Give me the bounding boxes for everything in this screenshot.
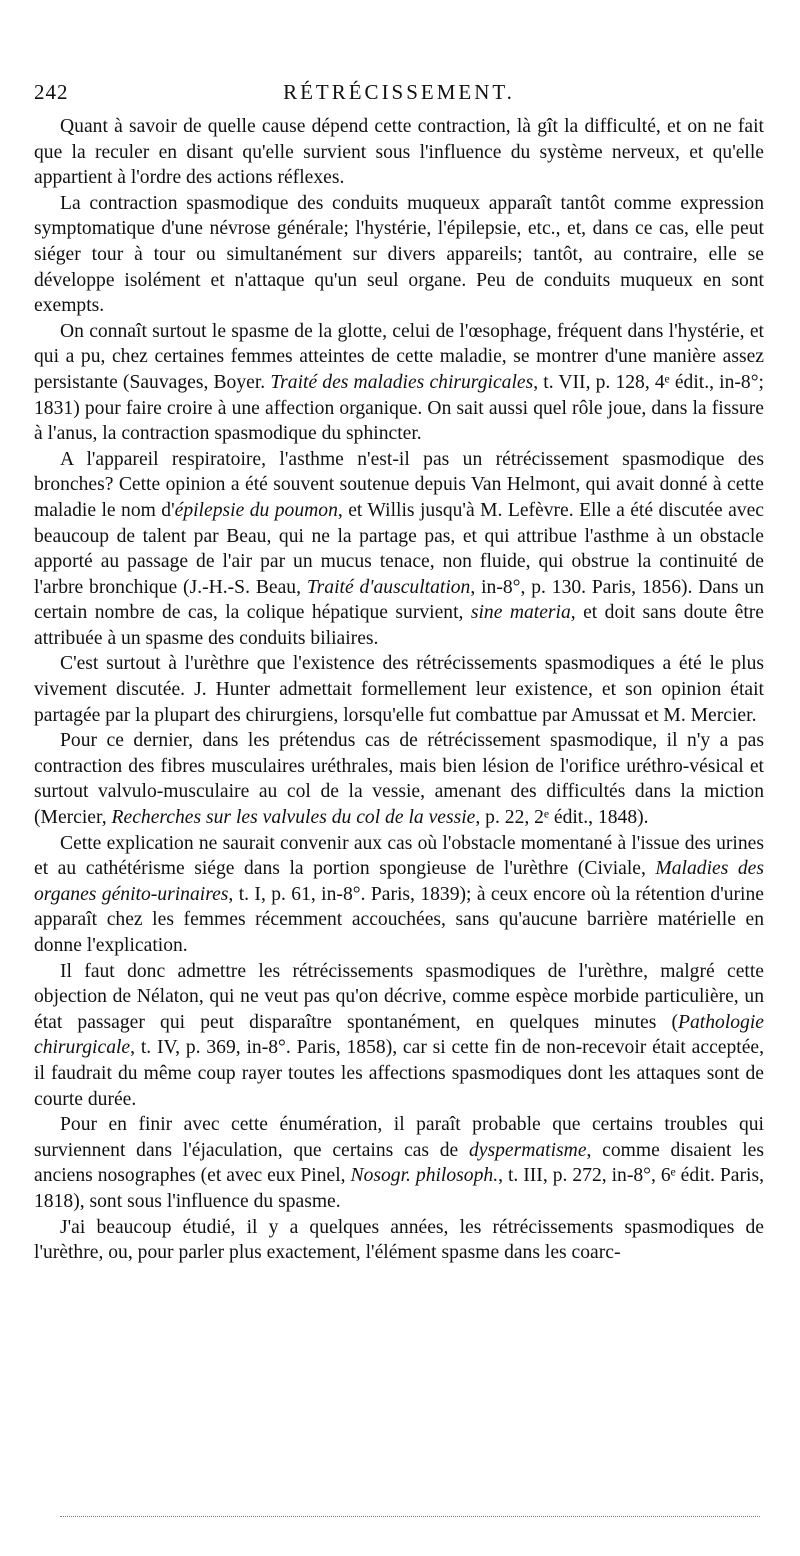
paragraph <box>34 319 764 447</box>
paragraph <box>34 191 764 319</box>
text-run: A l'appareil respiratoire, l'asthme n'est-il pas un rétrécissement spasmodique des bronches? Cette opinion a été souvent soutenue depuis Van Helmont, qui avait donné à cette maladie le nom d' <box>34 448 764 521</box>
paragraph <box>34 114 764 191</box>
italic-run: Traité des maladies chirurgicales <box>270 371 534 393</box>
italic-run: Traité d'auscultation <box>306 576 471 598</box>
paragraph <box>34 651 764 728</box>
page-number: 242 <box>34 80 69 104</box>
italic-run: épilepsie du poumon <box>174 499 338 521</box>
text-run: Cette explication ne saurait convenir aux cas où l'obstacle momentané à l'issue des urines et au cathétérisme siége dans la portion spongieuse de l'urèthre (Civiale, <box>34 832 764 880</box>
italic-run: Maladies des organes génito-urinaires <box>34 858 764 905</box>
text-run: , in-8°, p. 130. Paris, 1856). Dans un certain nombre de cas, la colique hépatique survient, <box>34 576 764 624</box>
text-run: Il faut donc admettre les rétrécissements spasmodiques de l'urèthre, malgré cette objection de Nélaton, qui ne veut pas qu'on décrive, comme espèce morbide particulière, un état passager qui peut disparaître spontanément, en quelques minutes ( <box>34 960 764 1033</box>
text-run: , t. IV, p. 369, in-8°. Paris, 1858), car si cette fin de non-recevoir était acceptée, il faudrait du même coup rayer toutes les affections spasmodiques dont les attaques sont de courte durée. <box>34 1037 764 1110</box>
running-title: RÉTRÉCISSEMENT. <box>283 80 515 104</box>
paragraph <box>34 728 764 830</box>
text-run: La contraction spasmodique des conduits muqueux apparaît tantôt comme expression symptomatique d'une névrose générale; l'hystérie, l'épilepsie, etc., et, dans ce cas, elle peut siéger tour à tour ou simultanément sur divers appareils; tantôt, au contraire, elle se développe isolément et n'attaque qu'un seul organe. Peu de conduits muqueux en sont exempts. <box>34 192 764 317</box>
text-run: , et doit sans doute être attribuée à un spasme des conduits biliaires. <box>34 602 765 649</box>
paragraph <box>34 1215 764 1266</box>
body-text <box>34 114 764 1266</box>
text-run: J'ai beaucoup étudié, il y a quelques années, les rétrécissements spasmodiques de l'urèthre, ou, pour parler plus exactement, l'élément spasme dans les coarc- <box>34 1216 764 1264</box>
text-run: Quant à savoir de quelle cause dépend cette contraction, là gît la difficulté, et on ne fait que la reculer en disant qu'elle survient sous l'influence du système nerveux, et qu'elle appartient à l'ordre des actions réflexes. <box>34 116 764 189</box>
paragraph <box>34 1112 764 1214</box>
running-head <box>34 80 764 114</box>
text-run: , p. 22, 2ᵉ édit., 1848). <box>475 807 649 829</box>
text-run: , comme disaient les anciens nosographes (et avec eux Pinel, <box>34 1139 764 1187</box>
italic-run: Pathologie chirurgicale <box>34 1011 764 1059</box>
text-run: On connaît surtout le spasme de la glotte, celui de l'œsophage, fréquent dans l'hystérie, et qui a pu, chez certaines femmes atteintes de cette maladie, se montrer d'une manière assez persistante (Sauvages, Boyer. <box>34 320 764 393</box>
paragraph <box>34 831 764 959</box>
text-run: , t. III, p. 272, in-8°, 6ᵉ édit. Paris, 1818), sont sous l'influence du spasme. <box>34 1165 764 1212</box>
text-run: Pour ce dernier, dans les prétendus cas de rétrécissement spasmodique, il n'y a pas contraction des fibres musculaires uréthrales, mais bien lésion de l'orifice uréthro-vésical et surtout valvulo-musculaire au col de la vessie, amenant des difficultés dans la miction (Mercier, <box>34 730 764 829</box>
italic-run: Recherches sur les valvules du col de la vessie <box>111 807 476 829</box>
paragraph <box>34 959 764 1113</box>
italic-run: Nosogr. philosoph. <box>350 1165 499 1187</box>
italic-run: dyspermatisme <box>468 1139 587 1161</box>
text-run: Pour en finir avec cette énumération, il paraît probable que certains troubles qui surviennent dans l'éjaculation, que certains cas de <box>34 1114 764 1161</box>
footer-dotted-rule <box>60 1516 760 1517</box>
text-run: , t. VII, p. 128, 4ᵉ édit., in-8°; 1831) pour faire croire à une affection organique. On sait aussi quel rôle joue, dans la fissure à l'anus, la contraction spasmodique du sphincter. <box>34 371 764 445</box>
italic-run: sine materia <box>470 602 571 624</box>
paragraph <box>34 447 764 652</box>
text-run: C'est surtout à l'urèthre que l'existence des rétrécissements spasmodiques a été le plus vivement discutée. J. Hunter admettait formellement leur existence, et son opinion était partagée par la plupart des chirurgiens, lorsqu'elle fut combattue par Amussat et M. Mercier. <box>34 653 764 726</box>
text-run: , t. I, p. 61, in-8°. Paris, 1839); à ceux encore où la rétention d'urine apparaît chez les femmes récemment accouchées, sans qu'aucune barrière matérielle en donne l'explication. <box>34 883 764 956</box>
text-run: , et Willis jusqu'à M. Lefèvre. Elle a été discutée avec beaucoup de talent par Beau, qui ne la partage pas, et qui attribue l'asthme à un obstacle apporté au passage de l'air par un mucus tenace, non fluide, qui obstrue la continuité de l'arbre bronchique (J.-H.-S. Beau, <box>34 499 764 598</box>
